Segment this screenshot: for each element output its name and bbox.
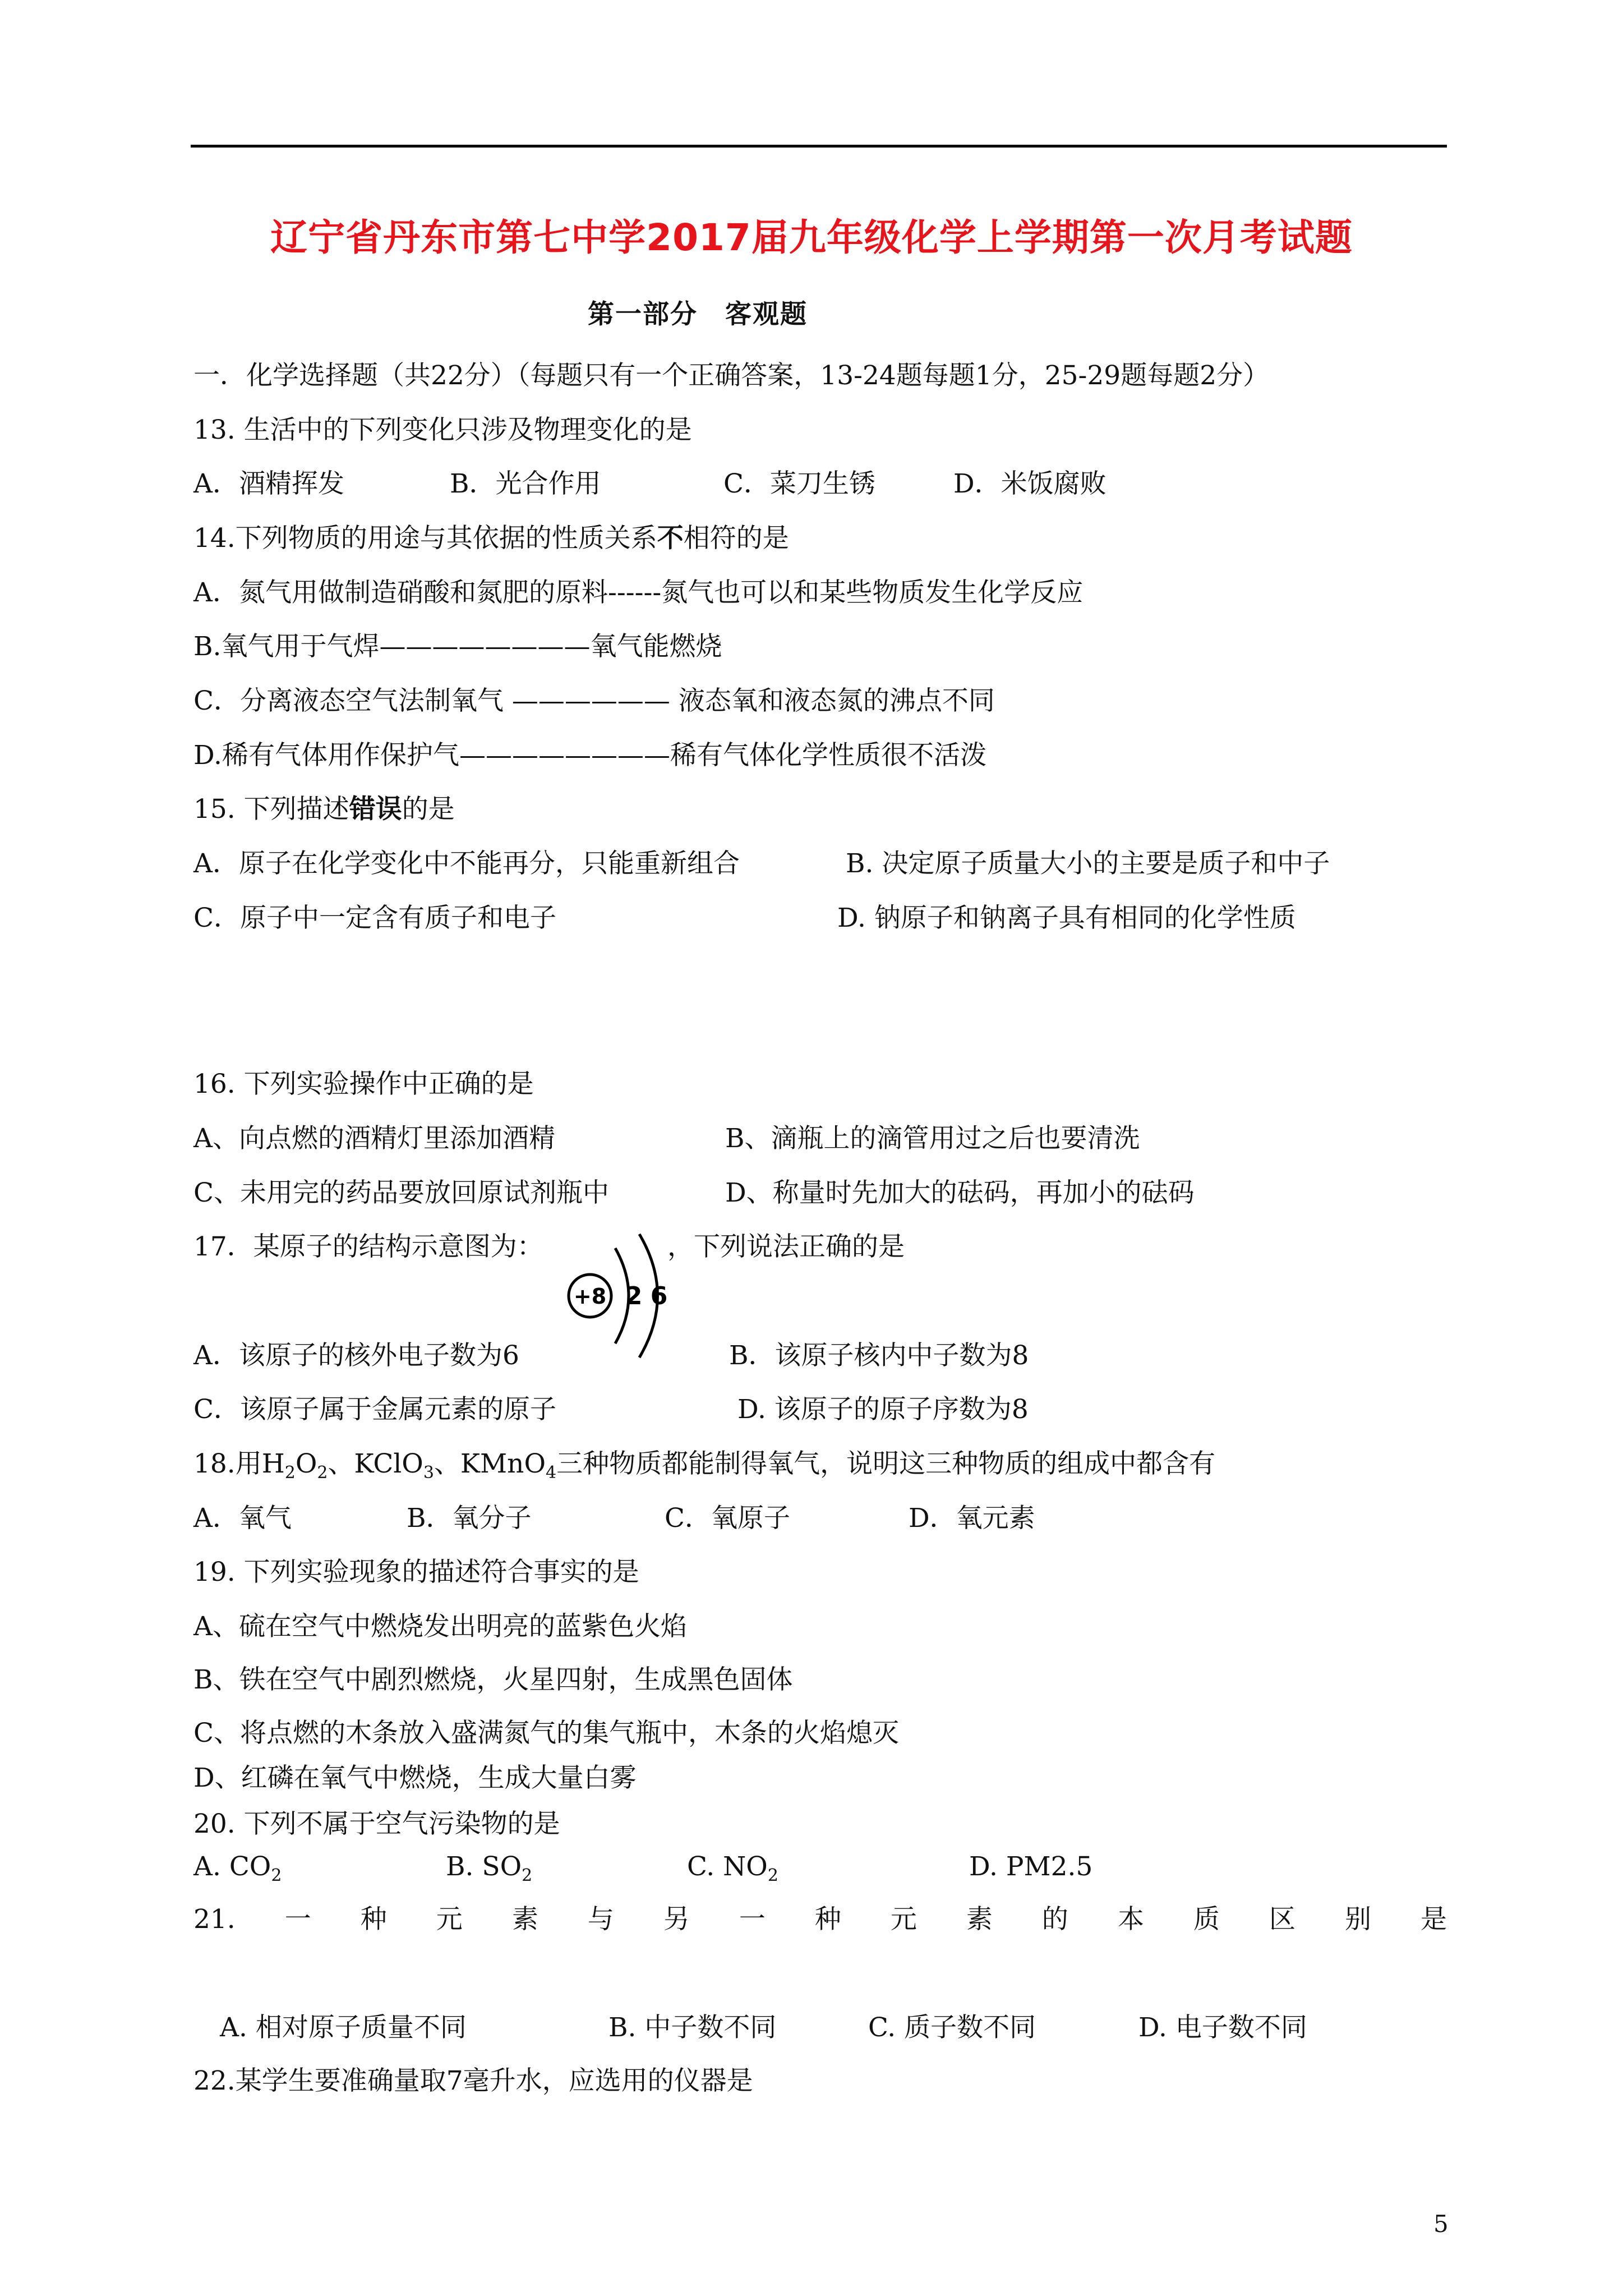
q22-stem: 22.某学生要准确量取7毫升水，应选用的仪器是 — [193, 2065, 753, 2096]
q18-option-c: C．氧原子 — [665, 1503, 790, 1534]
q14-option-b: B.氧气用于气焊————————氧气能燃烧 — [193, 631, 722, 662]
q15-option-d: D. 钠原子和钠离子具有相同的化学性质 — [837, 903, 1296, 933]
q17-option-c: C．该原子属于金属元素的原子 — [193, 1394, 556, 1425]
q14-option-a: A．氮气用做制造硝酸和氮肥的原料------氮气也可以和某些物质发生化学反应 — [193, 577, 1083, 608]
section-heading: 一．化学选择题（共22分）（每题只有一个正确答案，13-24题每题1分，25-29题每题2分） — [193, 360, 1270, 391]
q18-option-d: D．氧元素 — [909, 1503, 1035, 1534]
part-heading: 第一部分 客观题 — [588, 299, 808, 330]
q17-stem-start: 17．某原子的结构示意图为： — [193, 1231, 543, 1262]
q13-stem: 13. 生活中的下列变化只涉及物理变化的是 — [193, 415, 692, 445]
shell-1-electrons: 2 — [625, 1282, 643, 1310]
q16-option-b: B、滴瓶上的滴管用过之后也要清洗 — [725, 1123, 1140, 1154]
q20-option-d: D. PM2.5 — [969, 1851, 1093, 1882]
q15-stem: 15. 下列描述错误的是 — [193, 794, 455, 825]
q15-option-c: C．原子中一定含有质子和电子 — [193, 903, 556, 933]
q18-option-a: A．氧气 — [193, 1503, 292, 1534]
q20-option-a: A. $CO_2$ — [193, 1851, 282, 1885]
q13-option-c: C．菜刀生锈 — [723, 468, 875, 499]
q15-option-a: A．原子在化学变化中不能再分，只能重新组合 — [193, 848, 740, 879]
q20-option-b: B. $SO_2$ — [446, 1851, 533, 1885]
page-number: 5 — [1433, 2210, 1449, 2238]
q21-option-a: A. 相对原子质量不同 — [220, 2012, 467, 2043]
q19-option-b: B、铁在空气中剧烈燃烧，火星四射，生成黑色固体 — [193, 1664, 793, 1695]
q20-option-c: C. $NO_2$ — [687, 1851, 778, 1885]
nucleus-charge: +8 — [573, 1284, 607, 1309]
q19-option-d: D、红磷在氧气中燃烧，生成大量白雾 — [193, 1763, 637, 1793]
q21-stem: 21. 一 种 元 素 与 另 一 种 元 素 的 本 质 区 别 是 — [193, 1904, 1447, 1935]
shell-2-electrons: 6 — [650, 1282, 668, 1310]
q21-option-c: C. 质子数不同 — [868, 2012, 1036, 2043]
q17-option-d: D. 该原子的原子序数为8 — [737, 1394, 1029, 1425]
q17-stem-end: ，下列说法正确的是 — [667, 1231, 905, 1262]
q18-option-b: B．氧分子 — [407, 1503, 532, 1534]
q19-option-a: A、硫在空气中燃烧发出明亮的蓝紫色火焰 — [193, 1611, 687, 1642]
q16-option-c: C、未用完的药品要放回原试剂瓶中 — [193, 1177, 609, 1208]
q21-option-d: D. 电子数不同 — [1138, 2012, 1307, 2043]
q18-stem: 18.用$H_2O_2$、KClO$_3$、KMnO$_4$三种物质都能制得氧气，说明这三种物质的组成中都含有 — [193, 1448, 1216, 1483]
page-title: 辽宁省丹东市第七中学2017届九年级化学上学期第一次月考试题 — [270, 216, 1353, 259]
q17-option-a: A．该原子的核外电子数为6 — [193, 1340, 519, 1371]
q13-option-b: B．光合作用 — [450, 468, 601, 499]
q21-option-b: B. 中子数不同 — [608, 2012, 777, 2043]
q14-option-c: C．分离液态空气法制氧气 —————— 液态氧和液态氮的沸点不同 — [193, 685, 995, 716]
q19-stem: 19. 下列实验现象的描述符合事实的是 — [193, 1557, 639, 1588]
q15-option-b: B. 决定原子质量大小的主要是质子和中子 — [846, 848, 1330, 879]
q17-option-b: B．该原子核内中子数为8 — [729, 1340, 1029, 1371]
q20-stem: 20. 下列不属于空气污染物的是 — [193, 1809, 560, 1839]
q16-stem: 16. 下列实验操作中正确的是 — [193, 1069, 534, 1099]
q19-option-c: C、将点燃的木条放入盛满氮气的集气瓶中，木条的火焰熄灭 — [193, 1718, 899, 1749]
q16-option-d: D、称量时先加大的砝码，再加小的砝码 — [725, 1177, 1195, 1208]
q13-option-a: A．酒精挥发 — [193, 468, 344, 499]
q14-option-d: D.稀有气体用作保护气————————稀有气体化学性质很不活泼 — [193, 740, 986, 771]
q13-option-d: D．米饭腐败 — [953, 468, 1106, 499]
q14-stem: 14.下列物质的用途与其依据的性质关系不相符的是 — [193, 523, 789, 554]
header-rule — [191, 145, 1447, 148]
q16-option-a: A、向点燃的酒精灯里添加酒精 — [193, 1123, 555, 1154]
